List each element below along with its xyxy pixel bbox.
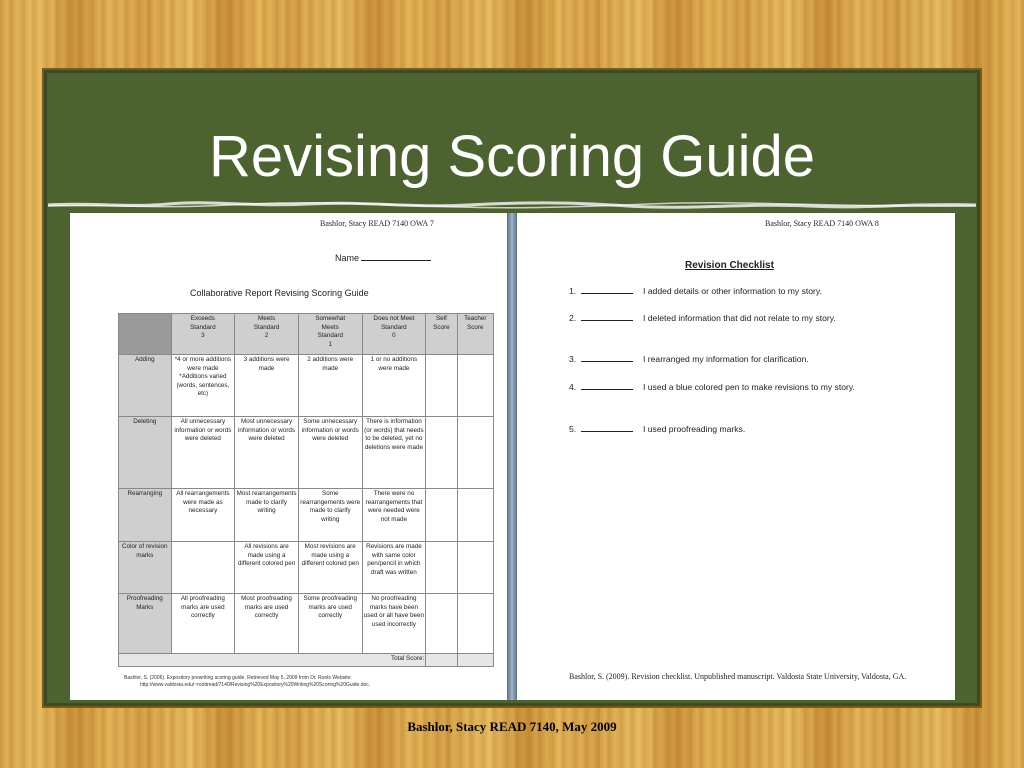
total-teacher-score-cell bbox=[457, 654, 493, 667]
self-score-cell bbox=[426, 489, 457, 542]
rubric-cell: All revisions are made using a different colored pen bbox=[235, 542, 299, 594]
rubric-cell: There were no rearrangements that were needed were not made bbox=[362, 489, 426, 542]
checklist-blank bbox=[581, 285, 633, 294]
rubric-column-header: Meets Standard 2 bbox=[235, 314, 299, 355]
rubric-cell bbox=[171, 542, 235, 594]
rubric-column-header: Somewhat Meets Standard 1 bbox=[298, 314, 362, 355]
name-blank bbox=[361, 260, 431, 261]
rubric-row bbox=[119, 489, 494, 542]
rubric-cell: All proofreading marks are used correctly bbox=[171, 594, 235, 654]
chalk-divider-line bbox=[48, 200, 976, 210]
rubric-row bbox=[119, 355, 494, 417]
checklist-item-number: 3. bbox=[569, 354, 577, 364]
criterion-cell: Proofreading Marks bbox=[119, 594, 172, 654]
checklist-item-number: 5. bbox=[569, 424, 577, 434]
guide-citation-url: http://www.valdosta.edu/~roottread/7140/Revising%20Expository%20Writing%20Scoring%20Guide.doc. bbox=[140, 682, 371, 688]
checklist-item bbox=[569, 285, 909, 298]
rubric-cell: 2 additions were made bbox=[298, 355, 362, 417]
page-header: Bashlor, Stacy READ 7140 OWA 7 bbox=[320, 219, 434, 228]
checklist-item-text: I deleted information that did not relate to my story. bbox=[643, 313, 836, 323]
rubric-cell: 1 or no additions were made bbox=[362, 355, 426, 417]
rubric-row bbox=[119, 594, 494, 654]
checklist-blank bbox=[581, 312, 633, 321]
slide-footer: Bashlor, Stacy READ 7140, May 2009 bbox=[407, 719, 617, 734]
rubric-cell: Some proofreading marks are used correctly bbox=[298, 594, 362, 654]
checklist-blank bbox=[581, 353, 633, 362]
rubric-column-header: Teacher Score bbox=[457, 314, 493, 355]
checklist-item-text: I added details or other information to my story. bbox=[643, 286, 822, 296]
rubric-cell: 3 additions were made bbox=[235, 355, 299, 417]
teacher-score-cell bbox=[457, 542, 493, 594]
checklist-item-number: 1. bbox=[569, 286, 577, 296]
checklist-citation: Bashlor, S. (2009). Revision checklist. Unpublished manuscript. Valdosta State University, Valdosta, GA. bbox=[569, 672, 907, 681]
guide-citation bbox=[124, 675, 370, 689]
checklist-item-text: I rearranged my information for clarification. bbox=[643, 354, 809, 364]
self-score-cell bbox=[426, 594, 457, 654]
rubric-cell: There is information (or words) that needs to be deleted, yet no deletions were made bbox=[362, 417, 426, 489]
rubric-cell: Most rearrangements made to clarify writing bbox=[235, 489, 299, 542]
guide-title: Collaborative Report Revising Scoring Guide bbox=[190, 288, 369, 298]
checklist-item bbox=[569, 423, 909, 436]
scoring-rubric-table bbox=[118, 313, 494, 667]
rubric-cell: Some rearrangements were made to clarify writing bbox=[298, 489, 362, 542]
checklist-item-text: I used proofreading marks. bbox=[643, 424, 746, 434]
name-field bbox=[335, 253, 431, 263]
checklist-item bbox=[569, 381, 909, 394]
page-divider bbox=[507, 213, 517, 700]
rubric-cell: Most proofreading marks are used correctly bbox=[235, 594, 299, 654]
teacher-score-cell bbox=[457, 417, 493, 489]
checklist-item bbox=[569, 312, 909, 325]
self-score-cell bbox=[426, 542, 457, 594]
page-header: Bashlor, Stacy READ 7140 OWA 8 bbox=[765, 219, 879, 228]
teacher-score-cell bbox=[457, 355, 493, 417]
checklist-item-number: 2. bbox=[569, 313, 577, 323]
checklist-item bbox=[569, 353, 909, 366]
scoring-guide-page bbox=[70, 213, 507, 700]
criterion-cell: Adding bbox=[119, 355, 172, 417]
rubric-column-header: Exceeds Standard 3 bbox=[171, 314, 235, 355]
checklist-blank bbox=[581, 381, 633, 390]
checklist-title: Revision Checklist bbox=[685, 260, 774, 271]
rubric-row bbox=[119, 417, 494, 489]
teacher-score-cell bbox=[457, 489, 493, 542]
self-score-cell bbox=[426, 355, 457, 417]
checklist-item-number: 4. bbox=[569, 382, 577, 392]
rubric-cell: All unnecessary information or words were deleted bbox=[171, 417, 235, 489]
rubric-cell: Most revisions are made using a different colored pen bbox=[298, 542, 362, 594]
rubric-column-header: Does not Meet Standard 0 bbox=[362, 314, 426, 355]
criterion-cell: Color of revision marks bbox=[119, 542, 172, 594]
checklist-item-text: I used a blue colored pen to make revisions to my story. bbox=[643, 382, 855, 392]
rubric-corner-cell bbox=[119, 314, 172, 355]
total-self-score-cell bbox=[426, 654, 457, 667]
guide-citation-line: Bashlor, S. (2006). Expository prewriting scoring guide. Retrieved May 5, 2009 from Dr. Roots Website: bbox=[124, 675, 352, 681]
rubric-cell: Most unnecessary information or words were deleted bbox=[235, 417, 299, 489]
rubric-header-row bbox=[119, 314, 494, 355]
criterion-cell: Deleting bbox=[119, 417, 172, 489]
rubric-cell: All rearrangements were made as necessary bbox=[171, 489, 235, 542]
name-label: Name bbox=[335, 253, 360, 263]
slide-title: Revising Scoring Guide bbox=[208, 124, 816, 189]
checklist-blank bbox=[581, 423, 633, 432]
rubric-row bbox=[119, 542, 494, 594]
total-score-row bbox=[119, 654, 494, 667]
criterion-cell: Rearranging bbox=[119, 489, 172, 542]
teacher-score-cell bbox=[457, 594, 493, 654]
rubric-cell: No proofreading marks have been used or all have been used incorrectly bbox=[362, 594, 426, 654]
revision-checklist-page bbox=[517, 213, 955, 700]
total-score-label: Total Score: bbox=[119, 654, 426, 667]
rubric-cell: *4 or more additions were made *Additions varied (words, sentences, etc) bbox=[171, 355, 235, 417]
rubric-column-header: Self Score bbox=[426, 314, 457, 355]
self-score-cell bbox=[426, 417, 457, 489]
rubric-cell: Revisions are made with same color pen/pencil in which draft was written bbox=[362, 542, 426, 594]
rubric-cell: Some unnecessary information or words were deleted bbox=[298, 417, 362, 489]
